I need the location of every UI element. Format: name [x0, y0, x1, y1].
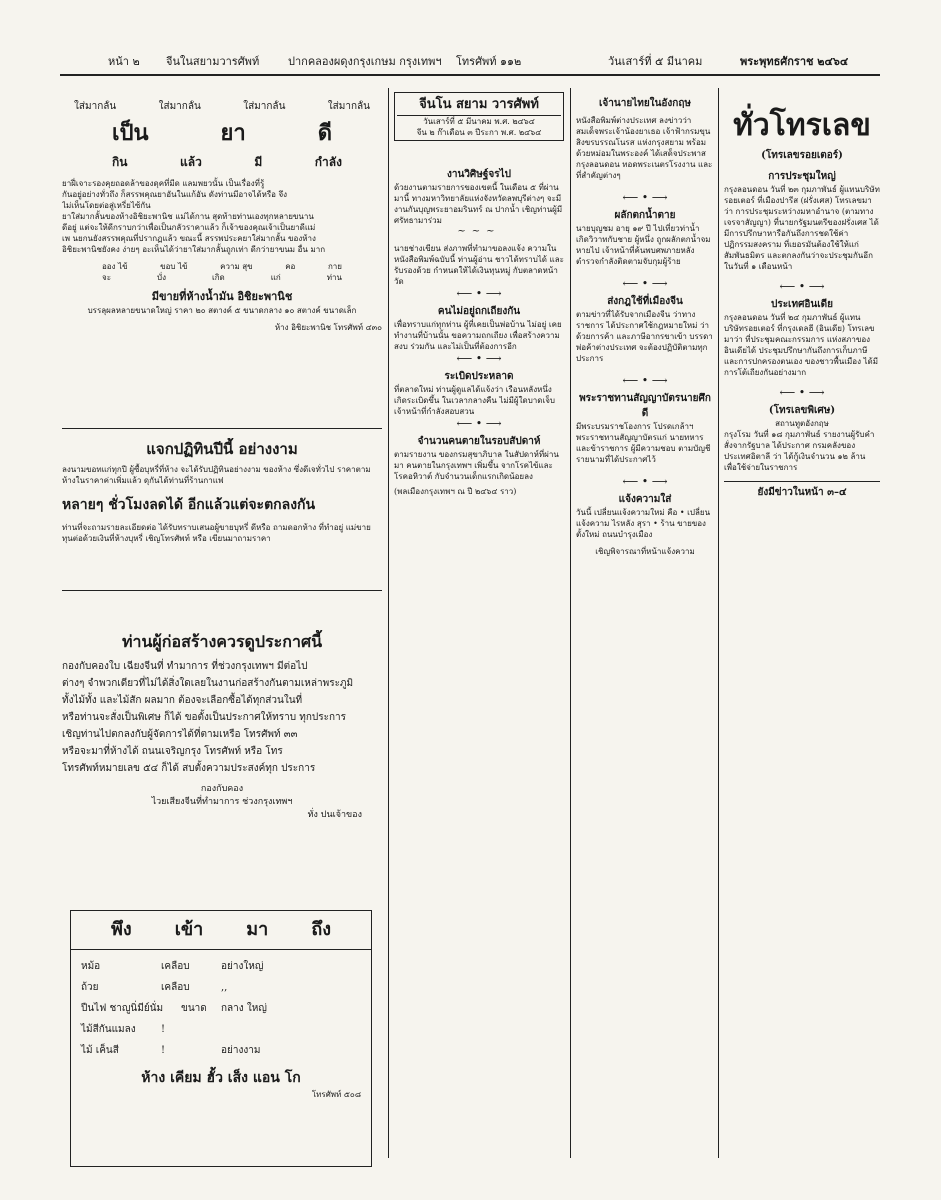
shop-item: อย่างใหญ่ — [221, 961, 264, 972]
article-footnote: (พลเมืองกรุงเทพฯ ณ ปี ๒๔๖๔ ราว) — [394, 487, 517, 496]
ad-body — [62, 178, 382, 255]
calendar-ad — [62, 438, 382, 588]
divider-ornament: ~~~ — [457, 226, 501, 237]
article-title: การประชุมใหญ่ — [768, 171, 836, 182]
shop-ad-row — [81, 1019, 361, 1040]
article-body: ตามรายงาน ของกรมสุขาภิบาล ในสัปดาห์ที่ผ่านมา คนตายในกรุงเทพฯ เพิ่มขึ้น จากโรคไข้และโรคอหิวาต์ กับจำนวนเด็กแรกเกิดน้อยลง — [394, 450, 559, 481]
builder-sign: ทั่ง ปนเจ้าของ — [307, 810, 362, 820]
continued-note: ยังมีข่าวในหน้า ๓–๔ — [724, 481, 880, 500]
builder-line: เชิญท่านไปตกลงกับผู้จัดการได้ที่ตามเหรือ โทรศัพท์ ๓๓ — [62, 729, 298, 740]
ad-row — [62, 272, 382, 283]
ad-shop: มีขายที่ห้างน้ำมัน อิชิยะพานิช — [151, 290, 293, 303]
ad-word: จะ — [102, 273, 111, 282]
ad-word: แก่ — [270, 273, 281, 282]
shop-item: ปืนไฟ ชาญูนิ่มีย์นั่ม — [81, 1003, 164, 1014]
shop-ad-row — [81, 1040, 361, 1061]
calendar-detail: ท่านที่จะถามรายละเอียดต่อ ได้รับทราบเสนอผู้ขายบุหรี่ ดีหรือ ถามดอกห้าง ที่ทำอยู่ แม่ขาย ทุนต่อด้วยเงินที่ห้างบุหรี่ เชิญโทรศัพท์ หรือ เขียนมาถามราคา — [62, 523, 371, 543]
telegraph-title: ทั่วโทรเลข — [733, 108, 871, 143]
shop-item: ถ้วย — [81, 982, 99, 993]
divider-ornament: ⟵ • ⟶ — [622, 191, 668, 204]
news-column-4 — [724, 96, 880, 1161]
telegraph-subtitle: (โทรเลขรอยเตอร์) — [761, 150, 843, 161]
builder-line: กองกับคองใบ เฉียงจีนที่ ทำมาการ ที่ช่วงกรุงเทพฯ มีต่อไป — [62, 661, 308, 672]
article-body: มีพระบรมราชโองการ โปรดเกล้าฯ พระราชทานสัญญาบัตรแก่ นายทหารและข้าราชการ ผู้มีความชอบ ตามบัญชีรายนามที่ได้ประกาศไว้ — [576, 422, 711, 464]
builder-line: โทรศัพท์หมายเลข ๕๔ ก็ได้ สบตั้งความประสงค์ทุก ประการ — [62, 763, 316, 774]
ad-footer: ห้าง อิชิยะพานิช โทรศัพท์ ๔๓๐ — [274, 323, 382, 332]
issue-year: พระพุทธศักราช ๒๔๖๔ — [740, 55, 849, 68]
shop-ad-list — [71, 950, 371, 1067]
ad-word: ท่าน — [326, 273, 342, 282]
masthead-rule — [397, 115, 561, 116]
shop-ad-rule — [71, 949, 371, 950]
ad-word: กำลัง — [314, 155, 342, 169]
article-body: กรุงลอนดอน วันที่ ๒๔ กุมภาพันธ์ ผู้แทนบริษัทรอยเตอร์ ที่กรุงเดลฮี (อินเดีย) โทรเลขมาว่า ที่ประชุมคณะกรรมการ แห่งสภาของอินเดียได้ ประชุมปรึกษากันถึงการเก็บภาษี และการปกครองตนเอง ของชาวพื้นเมือง ได้มีการโต้เถียงกันอย่างมาก — [724, 313, 879, 377]
ad-line: ไม่เห็นโดยต่อสู่เหรี่ยไซ้กัน — [62, 201, 151, 210]
article-body: ด้วยงานตามรายการของเขตนี้ ในเดือน ๕ ที่ผ่านมานี้ ทางมหาวิทยาลัยแห่งจังหวัดลพบุรีต่างๆ จะมีงานกันบุญพระยาอมรินทร์ ณ ปากน้ำ เชิญท่านผู้มีศรัทธามาร่วม — [394, 183, 563, 225]
article-body: วันนี้ เปลี่ยนแจ้งความใหม่ คือ • เปลี่ยนแจ้งความ ไรหลัง สุรา • ร้าน ขายของ ตั้งใหม่ ถนนบำรุงเมือง — [576, 508, 711, 539]
issue-date: วันเสาร์ที่ ๕ มีนาคม — [608, 55, 703, 68]
ad-word: กาย — [327, 262, 342, 271]
article-title: ส่งกฎใช้ที่เมืองจีน — [607, 296, 683, 307]
calendar-body: ลงนามขอทแก่ทุกปี ผู้ซื้อบุหรี่ที่ห้าง จะได้รับปฏิทินอย่างงาม ของห้าง ซึ่งดีเจทั่วไป ราคาตามห้างในราคาค่าเพิ่มแล้ว ดุกันได้ท่านที่ร้านกาแฟ — [62, 465, 371, 485]
article-subtitle: สถานทูตอังกฤษ — [775, 419, 829, 428]
ad-word: ความ สุข — [220, 262, 253, 271]
ad-text: ใส่มากลั้น — [243, 101, 286, 112]
builder-line: ทั้งไม้ทั้ง และไม้สัก ผลมาก ต้องจะเลือกซื้อได้ทุกส่วนในที่ — [62, 695, 303, 706]
shop-ad-row — [81, 977, 361, 998]
builder-sign: ไวยเสียงจีนที่ทำมาการ ช่วงกรุงเทพฯ — [151, 797, 293, 807]
divider-ornament: ⟵ • ⟶ — [779, 280, 825, 293]
section-rule — [62, 590, 382, 591]
ad-big-text — [62, 113, 382, 149]
shop-item: ไม้ เค็นสี — [81, 1045, 119, 1056]
article-title: พระราชทานสัญญาบัตรนายศึกดี — [579, 393, 711, 419]
builder-line: ต่างๆ จำพวกเดียวที่ไม่ได้สิ่งใดเลยในงานก่อสร้างกันตามเหล่าพระภูมิ — [62, 678, 354, 689]
article-body: เพื่อทราบแก่ทุกท่าน ผู้ที่เคยเป็นพ่อบ้าน ไม่อยู่ เคยทำงานที่บ้านนั้น ขอความถกเถียง เพื่อสร้างความสงบ ร่วมกัน และไม่เป็นที่ต้องการอีก — [394, 320, 562, 351]
ad-shop-detail: บรรลุผลหลายขนาดใหญ่ ราคา ๒๐ สตางค์ ๕ ขนาดกลาง ๑๐ สตางค์ ขนาดเล็ก — [87, 306, 357, 315]
builder-line: หรือท่านจะสั่งเป็นพิเศษ ก็ได้ ขอตั้งเป็นประกาศให้ทราบ ทุกประการ — [62, 712, 346, 723]
article-body: ตามข่าวที่ได้รับจากเมืองจีน ว่าทางราชการ ได้ประกาศใช้กฎหมายใหม่ ว่าด้วยการค้า และภาษีอากรขาเข้า บรรดาพ่อค้าต่างประเทศ จะต้องปฏิบัติตามทุกประการ — [576, 310, 713, 363]
masthead — [394, 92, 564, 141]
ad-text: ใส่มากลั้น — [158, 101, 201, 112]
calendar-headline: หลายๆ ชั่วโมงลดได้ อีกแล้วแต่จะตกลงกัน — [62, 497, 316, 513]
article-body: หนังสือพิมพ์ต่างประเทศ ลงข่าวว่า สมเด็จพระเจ้าน้องยาเธอ เจ้าฟ้ากรมขุนสิงขรบรรณโนรส แห่งกรุงสยาม พร้อมด้วยหม่อมในพระองค์ ได้เสด็จประพาสกรุงลอนดอน ทอดพระเนตรโรงงาน และที่สำคัญต่างๆ — [576, 116, 713, 180]
shop-ad-word: มา — [246, 919, 269, 940]
article-title: แจ้งความใส่ — [618, 494, 672, 505]
header-rule — [60, 74, 880, 76]
ad-word: คอ — [285, 262, 296, 271]
ad-line: ยาใส่มากลั้นของห้างอิชิยะพานิช แม่ได้กาน สุดท้ายท่านเองทุกหลายขนาน — [62, 212, 314, 221]
calendar-title: แจกปฏิทินปีนี้ อย่างงาม — [146, 440, 298, 458]
column-divider — [718, 88, 719, 1158]
ad-word: เป็น — [112, 121, 149, 146]
shop-item: อย่างงาม — [221, 1045, 261, 1056]
masthead-title: จีนโน สยาม วารศัพท์ — [419, 97, 539, 112]
column-divider — [388, 88, 389, 1158]
shop-phone: โทรศัพท์ ๕๐๘ — [311, 1090, 361, 1099]
builder-sign: กองกับคอง — [200, 784, 244, 794]
article-title: (โทรเลขพิเศษ) — [768, 405, 836, 416]
article-title: ผลักตกน้ำตาย — [614, 210, 676, 221]
ad-line: กันอยู่อย่างทั่วถึง ก็สรรพคุณยาอันในแก้อัน ดังท่านมีอาจได้หรือ จึง — [62, 190, 288, 199]
builder-ad — [62, 630, 382, 900]
article-title: จำนวนคนตายในรอบสัปดาห์ — [417, 436, 541, 447]
article-body: ที่ตลาดใหม่ ท่านผู้ดูแลได้แจ้งว่า เรือนหลังหนึ่งเกิดระเบิดขึ้น ในเวลากลางคืน ไม่มีผู้ใดบาดเจ็บ เจ้าหน้าที่กำลังสอบสวน — [394, 385, 555, 416]
builder-line: หรือจะมาที่ห้างได้ ถนนเจริญกรุง โทรศัพท์ หรือ โทร — [62, 746, 283, 757]
shop-ad-row — [81, 956, 361, 977]
article-title: งานวิศิษฐ์จรไป — [446, 169, 511, 180]
ad-row — [62, 255, 382, 272]
shop-item: ขนาด — [181, 1003, 207, 1014]
divider-ornament: ⟵ • ⟶ — [622, 475, 668, 488]
ad-line: เพ นยกนยังสรรพคุณที่ปรากฏแล้ว ขณะนี้ สรรพประคยาใส่มากลั้น ของห้าง — [62, 234, 316, 243]
article-title: ระเบิดประหลาด — [444, 371, 514, 382]
shop-item: หม้อ — [81, 961, 101, 972]
article-body: นายช่างเขียน ส่งภาพที่ทำมาขอลงแจ้ง ความในหนังสือพิมพ์ฉบับนี้ ท่านผู้อ่าน ชาวได้ทราบได้ และ รับรองด้วย กำหนดให้ได้เงินทุนหมู่ กับตลาดหน้าวัด — [394, 244, 564, 286]
article-body: กรุงโรม วันที่ ๑๘ กุมภาพันธ์ รายงานผู้รับคำสั่งจากรัฐบาล ได้ประกาศ กรมคลังของประเทศอิตาลี ว่า ได้กู้เงินจำนวน ๑๒ ล้าน เพื่อใช้จ่ายในราชการ — [724, 430, 875, 472]
divider-ornament: ⟵ • ⟶ — [456, 352, 502, 365]
ad-line: ยาฝี่เจาะรองคุยถอดล้าของดุคที่มีด แลมพยวนั้น เป็นเรื่องที่รู้ — [62, 179, 265, 188]
builder-title: ท่านผู้ก่อสร้างควรดูประกาศนี้ — [121, 632, 323, 651]
ad-line: อิชิยะพานิชยังคง ง่ายๆ อะเห็นได้ว่ายาใส่มากลั้นถูกเท่า ดีกว่ายาขนม อื่น มาก — [62, 245, 326, 254]
ad-line: ดีอยู่ แต่จะให้ดีกราบกว่าเพื่อเป็นกลัวราคาแล้ว ก็เจ้าของคุณเจ้าเป็นยาดีแม่ — [62, 223, 316, 232]
ad-word: บั่ง — [156, 273, 166, 282]
news-column-3 — [576, 96, 714, 1161]
ad-word: ยา — [220, 121, 246, 146]
divider-ornament: ⟵ • ⟶ — [622, 374, 668, 387]
article-body: กรุงลอนดอน วันที่ ๒๓ กุมภาพันธ์ ผู้แทนบริษัทรอยเตอร์ ที่เมืองปารีส (ฝรั่งเศส) โทรเลขมาว่า การประชุมระหว่างมหาอำนาจ (ตามทางเจรจาสัญญา) ที่นายกรัฐมนตรีของฝรั่งเศส ได้มีการปรึกษาหารือกันถึงการชดใช้ค่าปฏิกรรมสงคราม ที่เยอรมันต้องใช้ให้แก่สัมพันธมิตร และตกลงกันว่าจะประชุมกันอีกในวันที่ ๑ เดือนหน้า — [724, 185, 880, 271]
shop-item: ไม้สีกันแมลง — [81, 1024, 136, 1035]
ad-word: แล้ว — [179, 155, 202, 169]
section-rule — [62, 428, 382, 429]
ad-word: ออง ไข้ — [102, 262, 128, 271]
printer-address: ปากคลองผดุงกรุงเกษม กรุงเทพฯ — [288, 55, 442, 68]
builder-body — [62, 658, 382, 777]
masthead-line: วันเสาร์ที่ ๕ มีนาคม พ.ศ. ๒๔๖๔ — [423, 117, 535, 126]
ad-word: กิน — [112, 155, 128, 169]
shop-item: กลาง ใหญ่ — [221, 1003, 267, 1014]
article-body: นายบุญชม อายุ ๑๙ ปี ไปเที่ยวท่าน้ำ เกิดวิวาทกับชาย ผู้หนึ่ง ถูกผลักตกน้ำจมหายไป เจ้าหน้าที่ค้นพบศพภายหลัง ตำรวจกำลังติดตามจับกุมผู้ร้าย — [576, 224, 711, 266]
divider-ornament: ⟵ • ⟶ — [456, 417, 502, 430]
tobacco-ad — [62, 100, 382, 425]
phone-number: โทรศัพท์ ๑๑๒ — [456, 55, 522, 68]
news-column-2 — [394, 92, 564, 1162]
shop-name: ห้าง เคียม ฮั้ว เส็ง แอน โก — [141, 1070, 301, 1086]
article-title: เจ้านายไทยในอังกฤษ — [599, 98, 691, 109]
shop-ad-word: พึง — [111, 919, 132, 940]
ad-word: ขอบ ไข้ — [160, 262, 188, 271]
shop-item: ! — [161, 1045, 166, 1056]
ad-text: ใส่มากลั้น — [74, 101, 117, 112]
article-title: คนไม่อยู่ถกเถียงกัน — [437, 306, 521, 317]
divider-ornament: ⟵ • ⟶ — [456, 287, 502, 300]
article-title: ประเทศอินเดีย — [770, 299, 834, 310]
shop-item: เคลือบ — [161, 982, 190, 993]
ad-mid-row — [62, 149, 382, 178]
ad-top-row — [62, 100, 382, 113]
page-header — [108, 52, 848, 70]
divider-ornament: ⟵ • ⟶ — [622, 277, 668, 290]
ad-word: ดี — [317, 121, 332, 146]
shop-ad — [70, 910, 372, 1167]
shop-item: ,, — [221, 982, 228, 993]
article-footnote: เชิญพิจารณาที่หน้าแจ้งความ — [595, 547, 695, 556]
masthead-line: จีน ๒ ก๊าเดือน ๓ ปีระกา พ.ศ. ๒๔๖๔ — [416, 128, 542, 137]
shop-ad-title — [71, 911, 371, 949]
shop-ad-word: เข้า — [174, 919, 204, 940]
shop-item: ! — [161, 1024, 166, 1035]
ad-word: เกิด — [211, 273, 225, 282]
ad-text: ใส่มากลั้น — [327, 101, 370, 112]
shop-item: เคลือบ — [161, 961, 190, 972]
shop-ad-row — [81, 998, 361, 1019]
divider-ornament: ⟵ • ⟶ — [779, 386, 825, 399]
page-number: หน้า ๒ — [108, 55, 140, 68]
column-divider — [570, 88, 571, 1158]
paper-name: จีนในสยามวารศัพท์ — [166, 55, 260, 68]
ad-word: มี — [254, 155, 263, 169]
shop-ad-word: ถึง — [311, 919, 331, 940]
